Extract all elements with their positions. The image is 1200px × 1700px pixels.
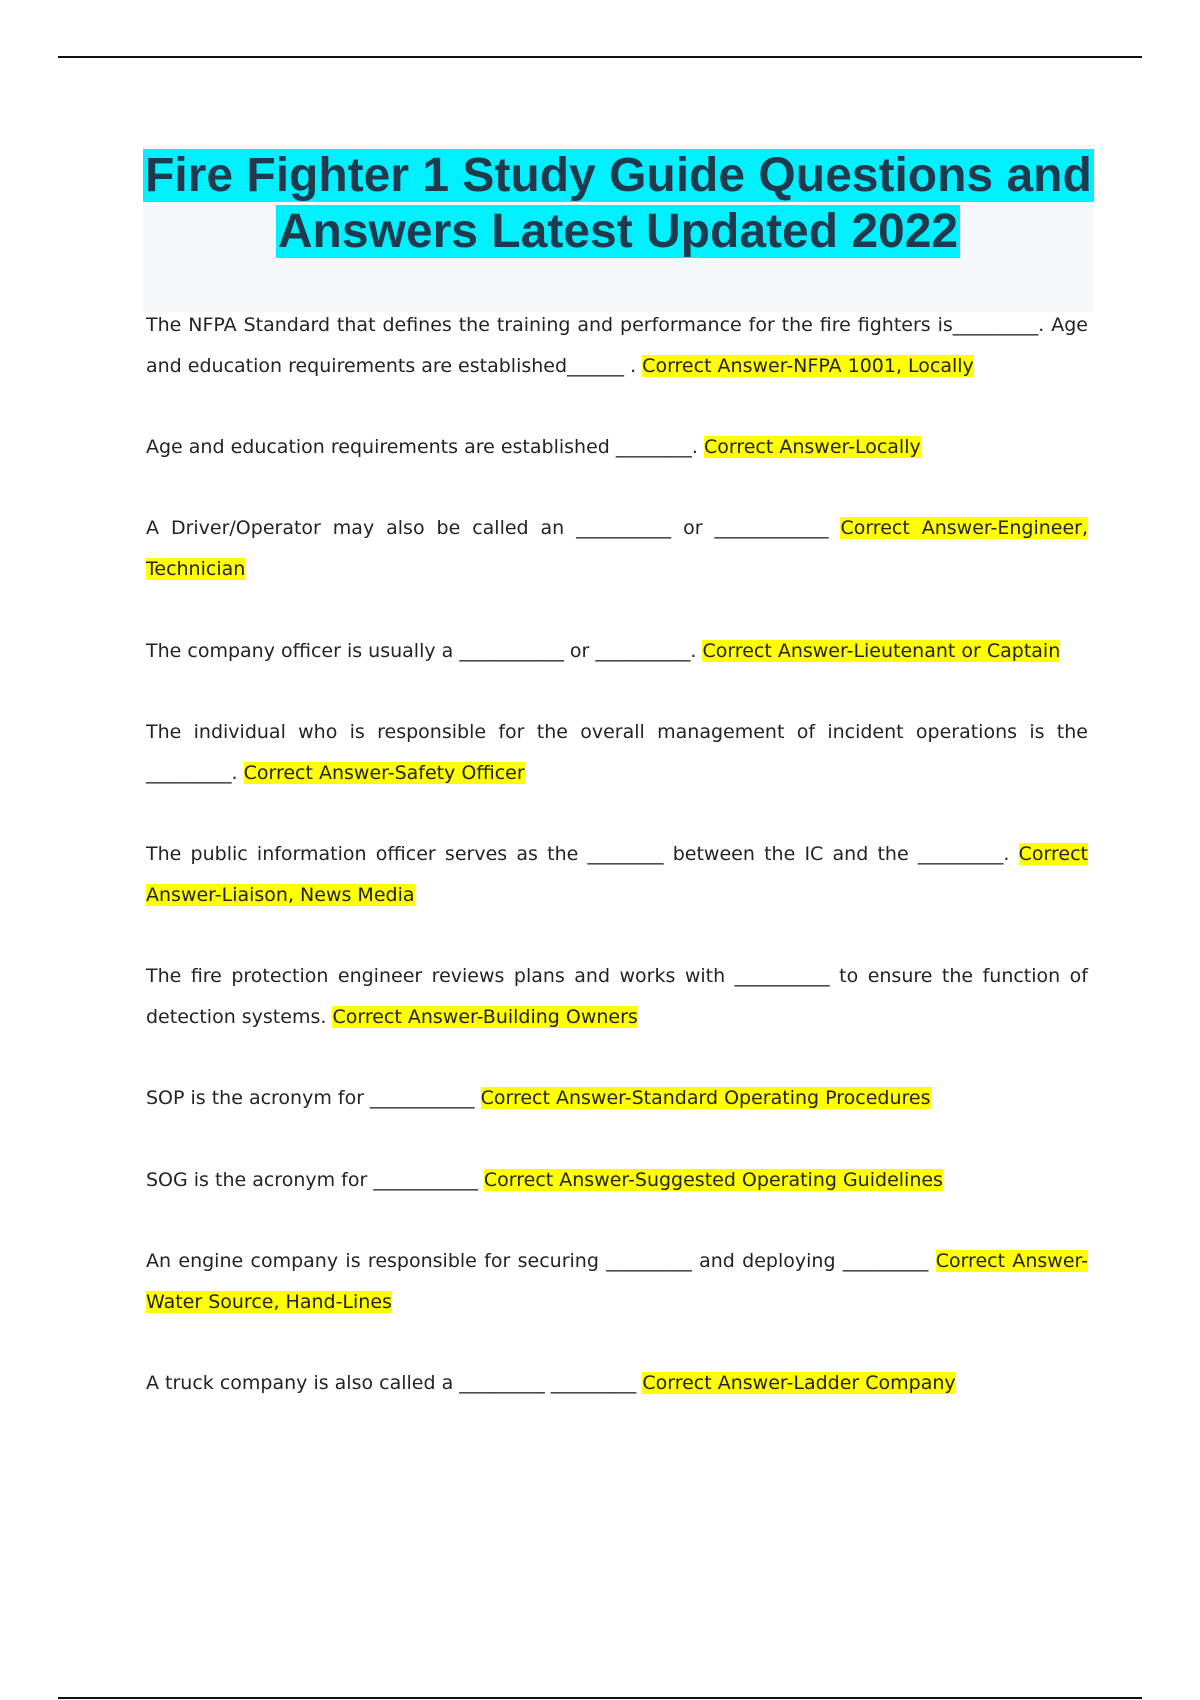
answer-highlight: Correct Answer-Liaison, News Media [146, 843, 1088, 906]
question-text: Age and education requirements are established ________. [146, 436, 698, 458]
question-text: The NFPA Standard that defines the training and performance for the fire fighters is_________. Age and education requirements are established______ . [146, 314, 1088, 377]
qa-item [146, 631, 1088, 672]
answer-highlight: Correct Answer-Lieutenant or Captain [702, 640, 1061, 662]
answer-highlight: Correct Answer-Building Owners [332, 1006, 638, 1028]
question-text: The company officer is usually a ___________ or __________. [146, 640, 697, 662]
qa-item [146, 1078, 1088, 1119]
question-text: The individual who is responsible for the overall management of incident operations is the _________. [146, 721, 1088, 784]
question-text: The fire protection engineer reviews plans and works with __________ to ensure the function of detection systems. [146, 965, 1088, 1028]
qa-item [146, 1241, 1088, 1323]
answer-highlight: Correct Answer-NFPA 1001, Locally [642, 355, 974, 377]
qa-item [146, 712, 1088, 794]
question-text: An engine company is responsible for securing _________ and deploying _________ [146, 1250, 929, 1272]
answer-highlight: Correct Answer-Ladder Company [642, 1372, 956, 1394]
qa-item [146, 508, 1088, 590]
title-box [143, 146, 1093, 312]
qa-item [146, 1363, 1088, 1404]
page-title-highlight: Fire Fighter 1 Study Guide Questions and Answers Latest Updated 2022 [145, 149, 1092, 258]
qa-item [146, 427, 1088, 468]
answer-highlight: Correct Answer-Locally [703, 436, 921, 458]
answer-highlight: Correct Answer-Engineer, Technician [146, 517, 1089, 580]
answer-highlight: Correct Answer-Standard Operating Procedures [480, 1087, 931, 1109]
question-text: A truck company is also called a _________ _________ [146, 1372, 637, 1394]
page-title [143, 148, 1093, 260]
question-text: A Driver/Operator may also be called an __________ or ____________ [146, 517, 829, 539]
answer-highlight: Correct Answer-Safety Officer [243, 762, 525, 784]
qa-item [146, 834, 1088, 916]
bottom-rule [58, 1697, 1142, 1699]
answer-highlight: Correct Answer-Suggested Operating Guidelines [483, 1169, 943, 1191]
question-text: SOP is the acronym for ___________ [146, 1087, 475, 1109]
question-text: The public information officer serves as the ________ between the IC and the _________. [146, 843, 1010, 865]
qa-item [146, 956, 1088, 1038]
top-rule [58, 56, 1142, 58]
qa-item [146, 1160, 1088, 1201]
question-text: SOG is the acronym for ___________ [146, 1169, 478, 1191]
answer-highlight: Correct Answer-Water Source, Hand-Lines [146, 1250, 1088, 1313]
qa-item [146, 305, 1088, 387]
